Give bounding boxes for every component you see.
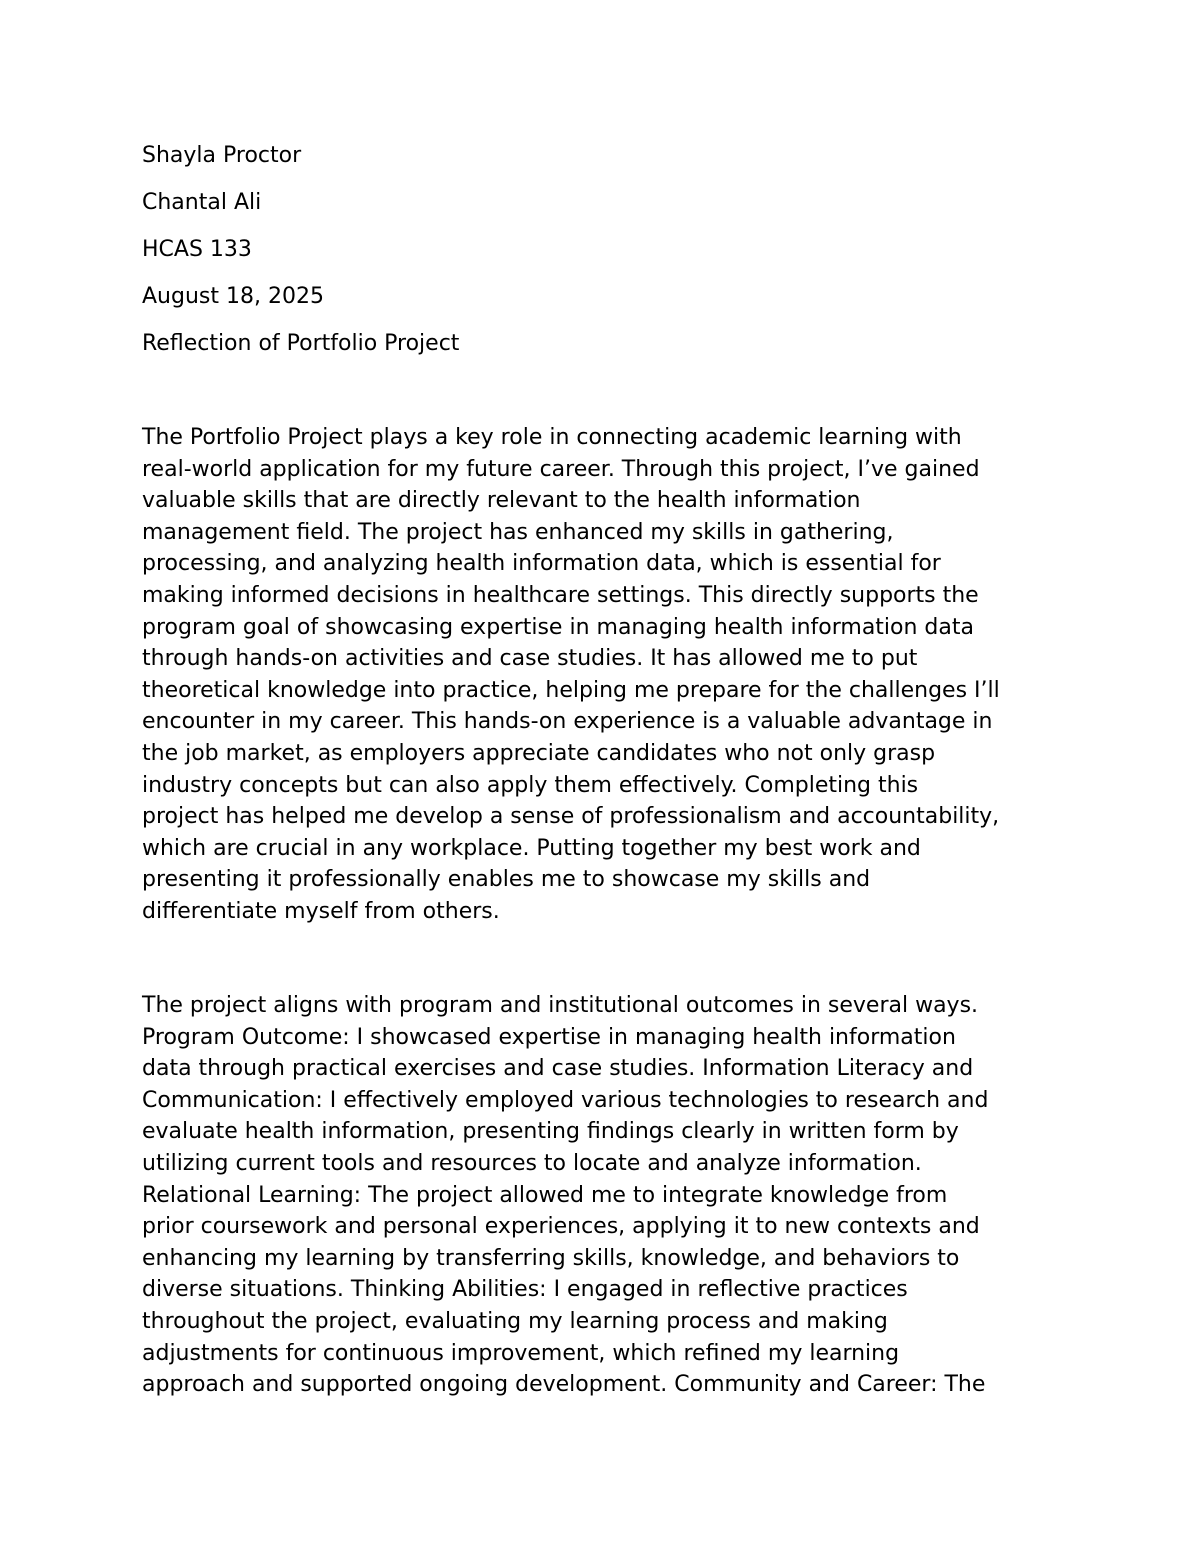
- paragraph-line: evaluate health information, presenting findings clearly in written form by: [142, 1119, 959, 1145]
- instructor-name: Chantal Ali: [142, 190, 262, 215]
- paragraph-line: data through practical exercises and case studies. Information Literacy and: [142, 1056, 974, 1082]
- document-date: August 18, 2025: [142, 284, 324, 309]
- paragraph-line: approach and supported ongoing development. Community and Career: The: [142, 1372, 986, 1398]
- paragraph-line: processing, and analyzing health information data, which is essential for: [142, 551, 941, 577]
- paragraph-line: through hands-on activities and case studies. It has allowed me to put: [142, 646, 918, 672]
- paragraph-line: making informed decisions in healthcare settings. This directly supports the: [142, 582, 979, 608]
- paragraph-line: management field. The project has enhanced my skills in gathering,: [142, 519, 894, 545]
- paragraph-line: valuable skills that are directly relevant to the health information: [142, 488, 861, 514]
- paragraph-line: utilizing current tools and resources to locate and analyze information.: [142, 1150, 922, 1176]
- student-name: Shayla Proctor: [142, 143, 302, 168]
- body-paragraph-1: [142, 422, 1072, 928]
- paragraph-line: encounter in my career. This hands-on experience is a valuable advantage in: [142, 709, 993, 735]
- paragraph-line: the job market, as employers appreciate candidates who not only grasp: [142, 740, 936, 766]
- paragraph-line: adjustments for continuous improvement, which refined my learning: [142, 1340, 900, 1366]
- paragraph-line: throughout the project, evaluating my learning process and making: [142, 1308, 888, 1334]
- paragraph-line: differentiate myself from others.: [142, 898, 500, 924]
- body-paragraph-2: [142, 990, 1072, 1401]
- paragraph-line: Communication: I effectively employed various technologies to research and: [142, 1087, 989, 1113]
- paragraph-line: enhancing my learning by transferring skills, knowledge, and behaviors to: [142, 1245, 960, 1271]
- paragraph-line: presenting it professionally enables me to showcase my skills and: [142, 867, 871, 893]
- paragraph-line: real-world application for my future career. Through this project, I’ve gained: [142, 456, 980, 482]
- paragraph-line: which are crucial in any workplace. Putting together my best work and: [142, 835, 921, 861]
- paragraph-line: program goal of showcasing expertise in managing health information data: [142, 614, 974, 640]
- paragraph-line: theoretical knowledge into practice, helping me prepare for the challenges I’ll: [142, 677, 1000, 703]
- paragraph-line: The Portfolio Project plays a key role in connecting academic learning with: [142, 425, 962, 450]
- document-title: Reflection of Portfolio Project: [142, 331, 460, 356]
- paragraph-line: Relational Learning: The project allowed me to integrate knowledge from: [142, 1182, 948, 1208]
- paragraph-line: Program Outcome: I showcased expertise in managing health information: [142, 1024, 956, 1050]
- paragraph-line: The project aligns with program and institutional outcomes in several ways.: [142, 993, 979, 1018]
- paragraph-line: prior coursework and personal experiences, applying it to new contexts and: [142, 1214, 980, 1240]
- paragraph-line: industry concepts but can also apply them effectively. Completing this: [142, 772, 919, 798]
- paragraph-line: diverse situations. Thinking Abilities: I engaged in reflective practices: [142, 1277, 908, 1303]
- course-code: HCAS 133: [142, 237, 252, 262]
- paragraph-line: project has helped me develop a sense of professionalism and accountability,: [142, 804, 1000, 830]
